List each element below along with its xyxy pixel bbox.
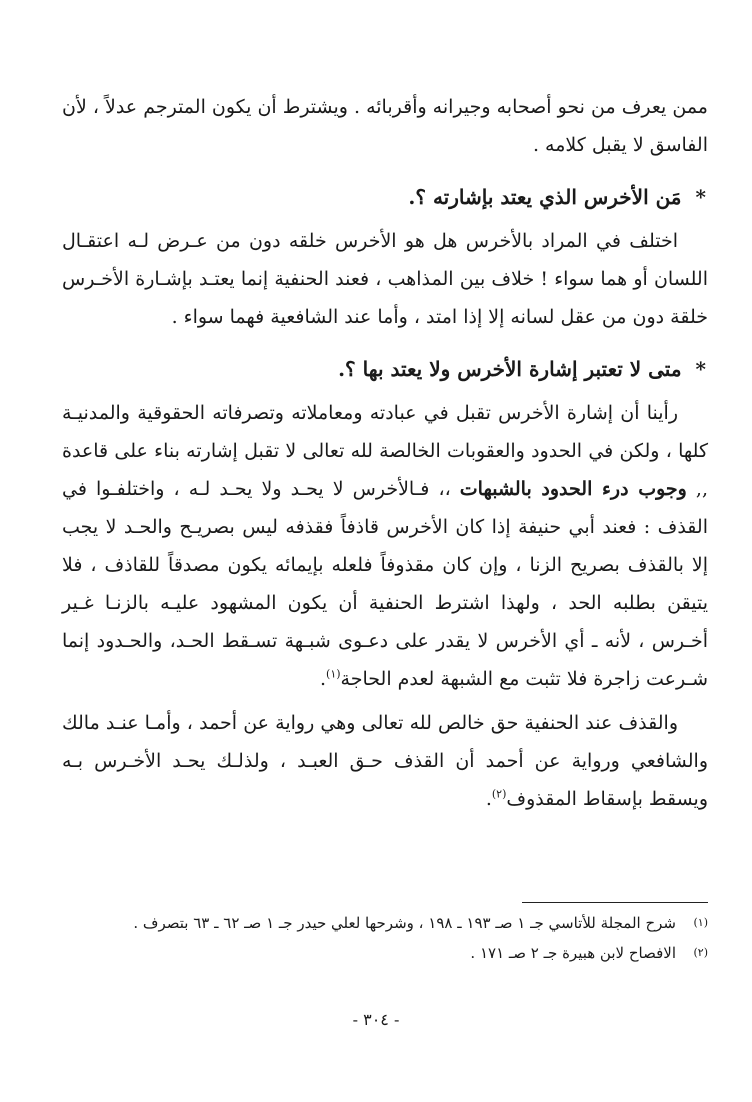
footnote-ref-2[interactable]: (٢) xyxy=(491,787,507,801)
bold-legal-maxim: وجوب درء الحدود بالشبهات xyxy=(459,478,687,500)
asterisk-icon: * xyxy=(695,357,706,381)
footnotes xyxy=(62,910,708,970)
paragraph-2: اختلف في المراد بالأخرس هل هو الأخرس خلقه دون من عـرض لـه اعتقـال اللسان أو هما سواء ! خلاف بين المذاهب ، فعند الحنفية إنما يعتـد بإشـارة الأخـرس خلقة دون من عقل لسانه إلا إذا امتد ، وأما عند الشافعية فهما سواء . xyxy=(62,230,708,328)
heading-text: مَن الأخرس الذي يعتد بإشارته ؟. xyxy=(408,185,682,209)
footnote-2 xyxy=(62,940,708,966)
footnote-number: (٢) xyxy=(693,946,708,959)
paragraph-3-end: . xyxy=(319,668,327,690)
footnote-text: شرح المجلة للأتاسي جـ ١ صـ ١٩٣ ـ ١٩٨ ، وشرحها لعلي حيدر جـ ١ صـ ٦٢ ـ ٦٣ بتصرف . xyxy=(133,914,676,932)
paragraph-4 xyxy=(62,704,708,818)
paragraph-1: ممن يعرف من نحو أصحابه وجيرانه وأقربائه . ويشترط أن يكون المترجم عدلاً ، لأن الفاسق لا يقبل كلامه . xyxy=(62,96,708,156)
paragraph-4-end: . xyxy=(485,788,492,810)
page-number: - ٣٠٤ - xyxy=(352,1010,400,1029)
paragraph-3 xyxy=(62,394,708,698)
footnote-text: الافصاح لابن هبيرة جـ ٢ صـ ١٧١ . xyxy=(470,944,676,962)
paragraph-4-text: والقذف عند الحنفية حق خالص لله تعالى وهي رواية عن أحمد ، وأمـا عنـد مالك والشافعي ورواية عن أحمد أن القذف حـق العبـد ، ولذلـك يحـد الأخـرس بـه ويسقط بإسقاط المقذوف xyxy=(62,712,708,810)
heading-text: متى لا تعتبر إشارة الأخرس ولا يعتد بها ؟. xyxy=(338,357,682,381)
footnote-number: (١) xyxy=(693,916,708,929)
paragraph-3-part-a: رأينا أن إشارة الأخرس تقبل في عبادته ومعاملاته وتصرفاته الحقوقية والمدنيـة كلها ، ولكن في الحدود والعقوبات الخالصة لله تعالى لا تقبل إشارته بناء على قاعدة ,, xyxy=(62,402,708,500)
heading-when-not-valid xyxy=(62,350,708,388)
heading-mute-definition xyxy=(62,178,708,216)
page-body xyxy=(62,88,708,818)
footnote-ref-1[interactable]: (١) xyxy=(326,667,341,681)
paragraph-3-part-b: ،، فـالأخرس لا يحـد ولا يحـد لـه ، واختلفـوا في القذف : فعند أبي حنيفة إذا كان الأخرس قاذفاً فقذفه ليس بصريـح والحـد لا يجب إلا بالقذف بصريح الزنا ، وإن كان مقذوفاً فلعله بإيمائه يكون مصدقاً للقاذف ، فلا يتيقن بطلبه الحد ، ولهذا اشترط الحنفية أن يكون المشهود عليـه بالزنـا غـير أخـرس ، لأنه ـ أي الأخرس لا يقدر على دعـوى شبـهة تسـقط الحـد، والحـدود إنما شـرعت زاجرة فلا تثبت مع الشبهة لعدم الحاجة xyxy=(62,478,708,690)
footnote-divider xyxy=(522,902,708,903)
asterisk-icon: * xyxy=(695,185,706,209)
footnote-1 xyxy=(62,910,708,936)
